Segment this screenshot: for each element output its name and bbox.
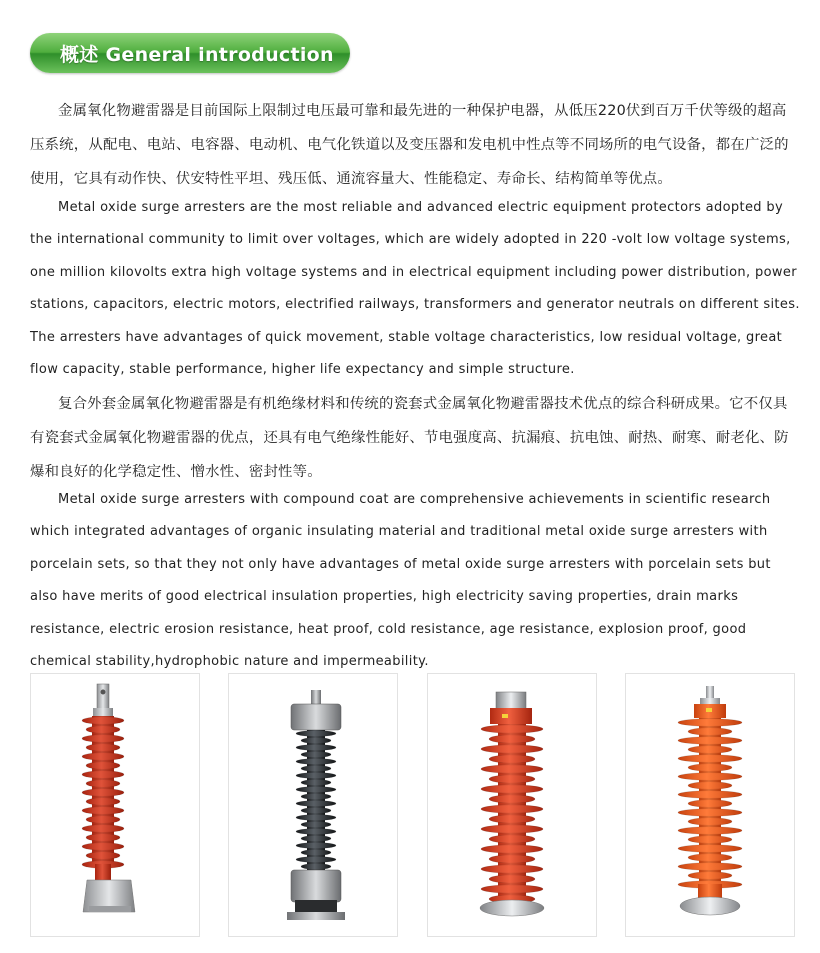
section-title: 概述 General introduction xyxy=(60,43,334,66)
product-image-3 xyxy=(427,673,597,937)
product-image-2 xyxy=(228,673,398,937)
black-porcelain-arrester-icon xyxy=(229,674,399,938)
intro-paragraph-en-1: Metal oxide surge arresters are the most reliable and advanced electric equipment protectors adopted by the international community to limit over voltages, which are widely adopted in 220 -volt low voltage systems, one million kilovolts extra high voltage systems and in electrical equipment including power distribution, power stations, capacitors, electric motors, electrified railways, transformers and generator neutrals on different sites. The arresters have advantages of quick movement, stable voltage characteristics, low residual voltage, great flow capacity, stable performance, higher life expectancy and simple structure. xyxy=(30,200,800,378)
intro-paragraph-zh-1: 金属氧化物避雷器是目前国际上限制过电压最可靠和最先进的一种保护电器，从低压220伏到百万千伏等级的超高压系统，从配电、电站、电容器、电动机、电气化铁道以及变压器和发电机中性点等不同场所的电气设备，都在广泛的使用，它具有动作快、伏安特性平坦、残压低、通流容量大、性能稳定、寿命长、结构简单等优点。 xyxy=(30,103,789,187)
intro-paragraph-zh-2: 复合外套金属氧化物避雷器是有机绝缘材料和传统的瓷套式金属氧化物避雷器技术优点的综合科研成果。它不仅具有瓷套式金属氧化物避雷器的优点，还具有电气绝缘性能好、节电强度高、抗漏痕、抗电蚀、耐热、耐寒、耐老化、防爆和良好的化学稳定性、憎水性、密封性等。 xyxy=(30,396,789,480)
tall-red-arrester-icon xyxy=(31,674,201,938)
section-header xyxy=(30,33,350,73)
product-image-4 xyxy=(625,673,795,937)
product-image-1 xyxy=(30,673,200,937)
intro-paragraph-en-2: Metal oxide surge arresters with compound coat are comprehensive achievements in scientific research which integrated advantages of organic insulating material and traditional metal oxide surge arresters with porcelain sets, so that they not only have advantages of metal oxide surge arresters with porcelain sets but also have merits of good electrical insulation properties, high electricity saving properties, drain marks resistance, electric erosion resistance, heat proof, cold resistance, age resistance, explosion proof, good chemical stability,hydrophobic nature and impermeability. xyxy=(30,492,771,670)
orange-arrester-round-base-icon xyxy=(626,674,796,938)
red-arrester-clamp-top-icon xyxy=(428,674,598,938)
